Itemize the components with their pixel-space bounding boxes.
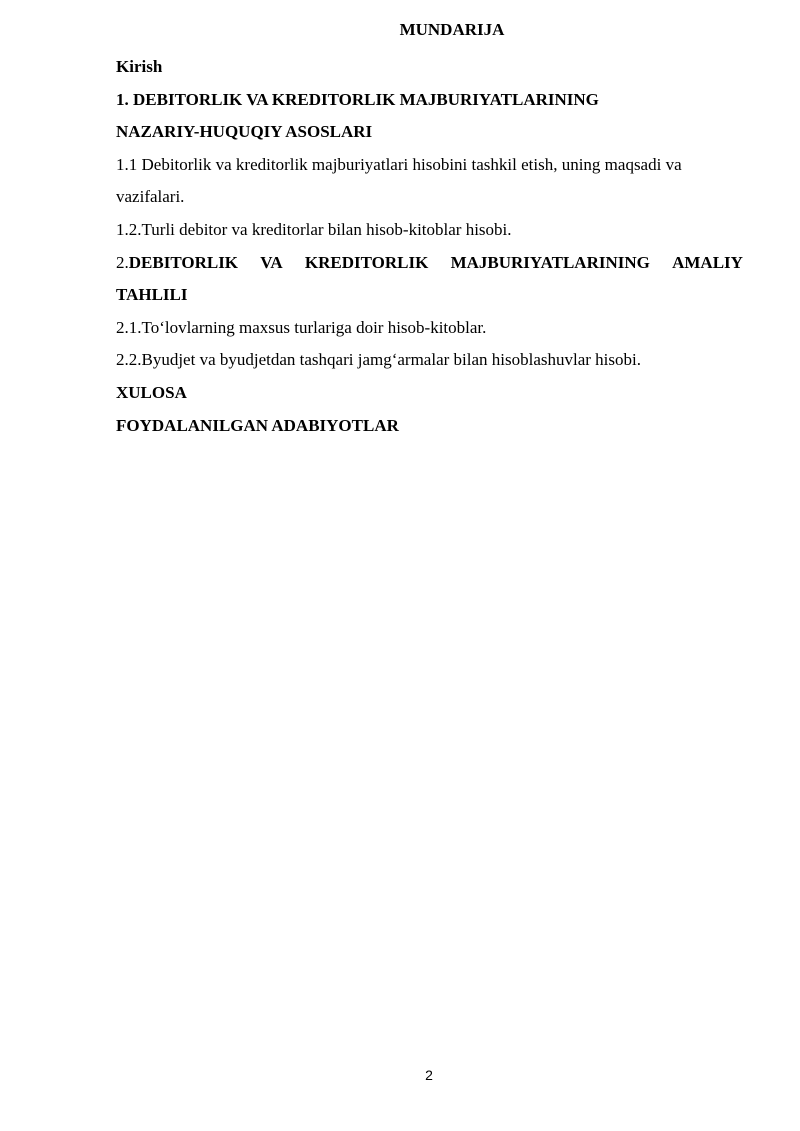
toc-chapter-1-line-1: 1. DEBITORLIK VA KREDITORLIK MAJBURIYATLARINING — [116, 89, 599, 109]
toc-conclusion: XULOSA — [116, 382, 187, 402]
toc-chapter-2-word: VA — [260, 252, 283, 272]
toc-chapter-2-word: MAJBURIYATLARINING — [450, 252, 650, 272]
toc-references: FOYDALANILGAN ADABIYOTLAR — [116, 415, 399, 435]
table-of-contents — [116, 51, 743, 442]
page-title: MUNDARIJA — [399, 20, 505, 39]
toc-chapter-2-first-word — [116, 247, 238, 280]
toc-chapter-2-line-2: TAHLILI — [116, 285, 188, 305]
toc-chapter-2-word: AMALIY — [672, 252, 743, 272]
toc-section-1-1-line-2: vazifalari. — [116, 187, 185, 207]
toc-chapter-1-line-2: NAZARIY-HUQUQIY ASOSLARI — [116, 122, 373, 142]
toc-section-1-2: 1.2.Turli debitor va kreditorlar bilan hisob-kitoblar hisobi. — [116, 219, 512, 239]
toc-section-1-1-line-1: 1.1 Debitorlik va kreditorlik majburiyatlari hisobini tashkil etish, uning maqsadi va — [116, 154, 682, 174]
toc-chapter-2-number: 2. — [116, 252, 129, 272]
toc-chapter-2-line-1 — [116, 247, 743, 280]
toc-chapter-2-word: DEBITORLIK — [128, 252, 239, 272]
toc-section-2-1: 2.1.To‘lovlarning maxsus turlariga doir hisob-kitoblar. — [116, 317, 487, 337]
toc-intro: Kirish — [116, 57, 163, 76]
toc-chapter-2-word: KREDITORLIK — [304, 252, 429, 272]
page-number: 2 — [425, 1067, 433, 1083]
toc-section-2-2: 2.2.Byudjet va byudjetdan tashqari jamg‘armalar bilan hisoblashuvlar hisobi. — [116, 350, 641, 370]
